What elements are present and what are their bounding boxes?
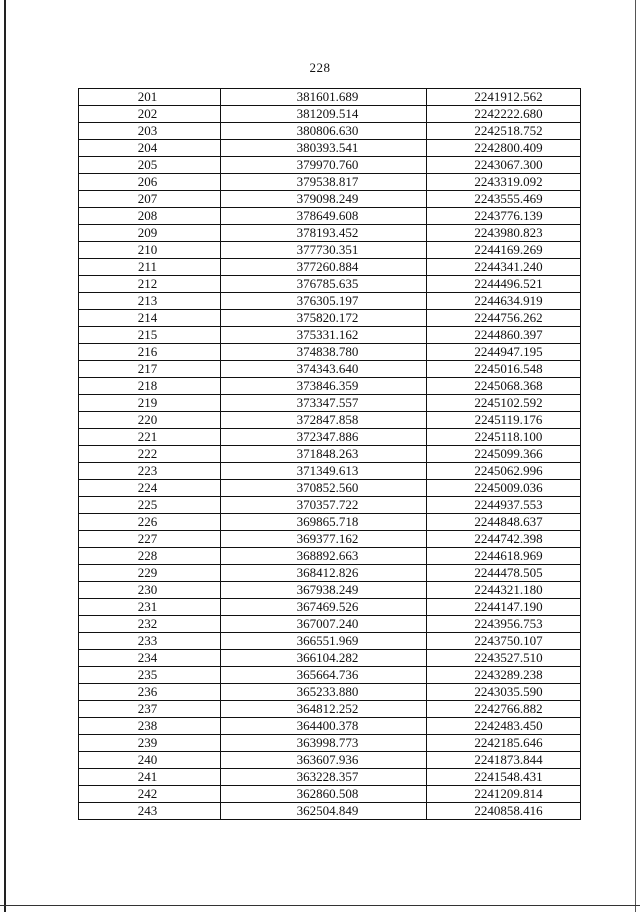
y-coordinate-cell: 2241912.562 bbox=[427, 89, 581, 106]
table-row bbox=[79, 735, 581, 752]
x-coordinate-cell: 367007.240 bbox=[221, 616, 427, 633]
table-row bbox=[79, 395, 581, 412]
x-coordinate-cell: 374838.780 bbox=[221, 344, 427, 361]
x-coordinate-cell: 379538.817 bbox=[221, 174, 427, 191]
x-coordinate-cell: 369377.162 bbox=[221, 531, 427, 548]
table-row bbox=[79, 276, 581, 293]
point-number-cell: 203 bbox=[79, 123, 221, 140]
x-coordinate-cell: 363607.936 bbox=[221, 752, 427, 769]
point-number-cell: 223 bbox=[79, 463, 221, 480]
point-number-cell: 215 bbox=[79, 327, 221, 344]
table-row bbox=[79, 667, 581, 684]
x-coordinate-cell: 371349.613 bbox=[221, 463, 427, 480]
table-row bbox=[79, 174, 581, 191]
y-coordinate-cell: 2244169.269 bbox=[427, 242, 581, 259]
table-row bbox=[79, 361, 581, 378]
y-coordinate-cell: 2244496.521 bbox=[427, 276, 581, 293]
table-row bbox=[79, 803, 581, 820]
x-coordinate-cell: 370357.722 bbox=[221, 497, 427, 514]
table-row bbox=[79, 531, 581, 548]
y-coordinate-cell: 2244860.397 bbox=[427, 327, 581, 344]
x-coordinate-cell: 379970.760 bbox=[221, 157, 427, 174]
table-row bbox=[79, 208, 581, 225]
point-number-cell: 225 bbox=[79, 497, 221, 514]
y-coordinate-cell: 2242766.882 bbox=[427, 701, 581, 718]
table-row bbox=[79, 140, 581, 157]
table-row bbox=[79, 429, 581, 446]
point-number-cell: 213 bbox=[79, 293, 221, 310]
scan-border-bottom bbox=[0, 905, 640, 906]
y-coordinate-cell: 2243956.753 bbox=[427, 616, 581, 633]
y-coordinate-cell: 2245009.036 bbox=[427, 480, 581, 497]
y-coordinate-cell: 2244742.398 bbox=[427, 531, 581, 548]
y-coordinate-cell: 2241548.431 bbox=[427, 769, 581, 786]
y-coordinate-cell: 2241209.814 bbox=[427, 786, 581, 803]
y-coordinate-cell: 2245062.996 bbox=[427, 463, 581, 480]
y-coordinate-cell: 2242483.450 bbox=[427, 718, 581, 735]
y-coordinate-cell: 2244147.190 bbox=[427, 599, 581, 616]
y-coordinate-cell: 2244947.195 bbox=[427, 344, 581, 361]
coordinate-table-body bbox=[79, 89, 581, 820]
point-number-cell: 219 bbox=[79, 395, 221, 412]
point-number-cell: 201 bbox=[79, 89, 221, 106]
y-coordinate-cell: 2242185.646 bbox=[427, 735, 581, 752]
x-coordinate-cell: 372847.858 bbox=[221, 412, 427, 429]
point-number-cell: 228 bbox=[79, 548, 221, 565]
x-coordinate-cell: 376785.635 bbox=[221, 276, 427, 293]
point-number-cell: 229 bbox=[79, 565, 221, 582]
x-coordinate-cell: 377730.351 bbox=[221, 242, 427, 259]
y-coordinate-cell: 2243527.510 bbox=[427, 650, 581, 667]
table-row bbox=[79, 310, 581, 327]
x-coordinate-cell: 364812.252 bbox=[221, 701, 427, 718]
y-coordinate-cell: 2242222.680 bbox=[427, 106, 581, 123]
point-number-cell: 220 bbox=[79, 412, 221, 429]
y-coordinate-cell: 2243750.107 bbox=[427, 633, 581, 650]
table-row bbox=[79, 327, 581, 344]
point-number-cell: 204 bbox=[79, 140, 221, 157]
y-coordinate-cell: 2245118.100 bbox=[427, 429, 581, 446]
scan-border-right bbox=[635, 0, 636, 912]
table-row bbox=[79, 497, 581, 514]
point-number-cell: 233 bbox=[79, 633, 221, 650]
point-number-cell: 217 bbox=[79, 361, 221, 378]
scan-border-left bbox=[4, 0, 6, 912]
x-coordinate-cell: 362504.849 bbox=[221, 803, 427, 820]
x-coordinate-cell: 371848.263 bbox=[221, 446, 427, 463]
point-number-cell: 224 bbox=[79, 480, 221, 497]
y-coordinate-cell: 2244321.180 bbox=[427, 582, 581, 599]
table-row bbox=[79, 650, 581, 667]
y-coordinate-cell: 2243289.238 bbox=[427, 667, 581, 684]
x-coordinate-cell: 379098.249 bbox=[221, 191, 427, 208]
x-coordinate-cell: 367938.249 bbox=[221, 582, 427, 599]
table-row bbox=[79, 616, 581, 633]
y-coordinate-cell: 2245099.366 bbox=[427, 446, 581, 463]
table-row bbox=[79, 582, 581, 599]
point-number-cell: 209 bbox=[79, 225, 221, 242]
y-coordinate-cell: 2240858.416 bbox=[427, 803, 581, 820]
table-row bbox=[79, 344, 581, 361]
y-coordinate-cell: 2245016.548 bbox=[427, 361, 581, 378]
x-coordinate-cell: 362860.508 bbox=[221, 786, 427, 803]
x-coordinate-cell: 367469.526 bbox=[221, 599, 427, 616]
y-coordinate-cell: 2243067.300 bbox=[427, 157, 581, 174]
coordinate-table bbox=[78, 88, 581, 820]
table-row bbox=[79, 786, 581, 803]
x-coordinate-cell: 374343.640 bbox=[221, 361, 427, 378]
table-row bbox=[79, 701, 581, 718]
table-row bbox=[79, 242, 581, 259]
point-number-cell: 214 bbox=[79, 310, 221, 327]
point-number-cell: 206 bbox=[79, 174, 221, 191]
point-number-cell: 235 bbox=[79, 667, 221, 684]
point-number-cell: 230 bbox=[79, 582, 221, 599]
point-number-cell: 237 bbox=[79, 701, 221, 718]
x-coordinate-cell: 375331.162 bbox=[221, 327, 427, 344]
y-coordinate-cell: 2244848.637 bbox=[427, 514, 581, 531]
point-number-cell: 208 bbox=[79, 208, 221, 225]
x-coordinate-cell: 381209.514 bbox=[221, 106, 427, 123]
table-row bbox=[79, 378, 581, 395]
point-number-cell: 218 bbox=[79, 378, 221, 395]
table-row bbox=[79, 191, 581, 208]
y-coordinate-cell: 2241873.844 bbox=[427, 752, 581, 769]
x-coordinate-cell: 366551.969 bbox=[221, 633, 427, 650]
x-coordinate-cell: 365233.880 bbox=[221, 684, 427, 701]
y-coordinate-cell: 2244634.919 bbox=[427, 293, 581, 310]
table-row bbox=[79, 514, 581, 531]
y-coordinate-cell: 2245119.176 bbox=[427, 412, 581, 429]
x-coordinate-cell: 364400.378 bbox=[221, 718, 427, 735]
table-row bbox=[79, 463, 581, 480]
table-row bbox=[79, 599, 581, 616]
x-coordinate-cell: 375820.172 bbox=[221, 310, 427, 327]
x-coordinate-cell: 365664.736 bbox=[221, 667, 427, 684]
y-coordinate-cell: 2243555.469 bbox=[427, 191, 581, 208]
point-number-cell: 216 bbox=[79, 344, 221, 361]
point-number-cell: 234 bbox=[79, 650, 221, 667]
point-number-cell: 222 bbox=[79, 446, 221, 463]
y-coordinate-cell: 2244937.553 bbox=[427, 497, 581, 514]
point-number-cell: 207 bbox=[79, 191, 221, 208]
table-row bbox=[79, 718, 581, 735]
table-row bbox=[79, 412, 581, 429]
point-number-cell: 221 bbox=[79, 429, 221, 446]
x-coordinate-cell: 376305.197 bbox=[221, 293, 427, 310]
x-coordinate-cell: 368892.663 bbox=[221, 548, 427, 565]
x-coordinate-cell: 368412.826 bbox=[221, 565, 427, 582]
table-row bbox=[79, 565, 581, 582]
y-coordinate-cell: 2243776.139 bbox=[427, 208, 581, 225]
x-coordinate-cell: 380393.541 bbox=[221, 140, 427, 157]
point-number-cell: 238 bbox=[79, 718, 221, 735]
table-row bbox=[79, 157, 581, 174]
point-number-cell: 202 bbox=[79, 106, 221, 123]
y-coordinate-cell: 2242800.409 bbox=[427, 140, 581, 157]
page-number: 228 bbox=[309, 60, 331, 75]
y-coordinate-cell: 2243035.590 bbox=[427, 684, 581, 701]
x-coordinate-cell: 373347.557 bbox=[221, 395, 427, 412]
x-coordinate-cell: 381601.689 bbox=[221, 89, 427, 106]
x-coordinate-cell: 370852.560 bbox=[221, 480, 427, 497]
y-coordinate-cell: 2245068.368 bbox=[427, 378, 581, 395]
table-row bbox=[79, 752, 581, 769]
table-row bbox=[79, 293, 581, 310]
table-row bbox=[79, 89, 581, 106]
point-number-cell: 242 bbox=[79, 786, 221, 803]
point-number-cell: 210 bbox=[79, 242, 221, 259]
table-row bbox=[79, 446, 581, 463]
table-row bbox=[79, 684, 581, 701]
x-coordinate-cell: 363228.357 bbox=[221, 769, 427, 786]
point-number-cell: 231 bbox=[79, 599, 221, 616]
table-row bbox=[79, 123, 581, 140]
x-coordinate-cell: 377260.884 bbox=[221, 259, 427, 276]
x-coordinate-cell: 363998.773 bbox=[221, 735, 427, 752]
y-coordinate-cell: 2244478.505 bbox=[427, 565, 581, 582]
point-number-cell: 241 bbox=[79, 769, 221, 786]
y-coordinate-cell: 2244756.262 bbox=[427, 310, 581, 327]
point-number-cell: 227 bbox=[79, 531, 221, 548]
table-row bbox=[79, 548, 581, 565]
x-coordinate-cell: 378649.608 bbox=[221, 208, 427, 225]
y-coordinate-cell: 2243980.823 bbox=[427, 225, 581, 242]
x-coordinate-cell: 380806.630 bbox=[221, 123, 427, 140]
table-row bbox=[79, 480, 581, 497]
table-row bbox=[79, 633, 581, 650]
y-coordinate-cell: 2245102.592 bbox=[427, 395, 581, 412]
point-number-cell: 226 bbox=[79, 514, 221, 531]
x-coordinate-cell: 372347.886 bbox=[221, 429, 427, 446]
y-coordinate-cell: 2244341.240 bbox=[427, 259, 581, 276]
point-number-cell: 232 bbox=[79, 616, 221, 633]
y-coordinate-cell: 2242518.752 bbox=[427, 123, 581, 140]
table-row bbox=[79, 106, 581, 123]
x-coordinate-cell: 378193.452 bbox=[221, 225, 427, 242]
point-number-cell: 243 bbox=[79, 803, 221, 820]
x-coordinate-cell: 366104.282 bbox=[221, 650, 427, 667]
point-number-cell: 239 bbox=[79, 735, 221, 752]
point-number-cell: 205 bbox=[79, 157, 221, 174]
table-row bbox=[79, 225, 581, 242]
table-row bbox=[79, 259, 581, 276]
x-coordinate-cell: 373846.359 bbox=[221, 378, 427, 395]
point-number-cell: 212 bbox=[79, 276, 221, 293]
y-coordinate-cell: 2244618.969 bbox=[427, 548, 581, 565]
point-number-cell: 236 bbox=[79, 684, 221, 701]
point-number-cell: 240 bbox=[79, 752, 221, 769]
table-row bbox=[79, 769, 581, 786]
y-coordinate-cell: 2243319.092 bbox=[427, 174, 581, 191]
x-coordinate-cell: 369865.718 bbox=[221, 514, 427, 531]
point-number-cell: 211 bbox=[79, 259, 221, 276]
